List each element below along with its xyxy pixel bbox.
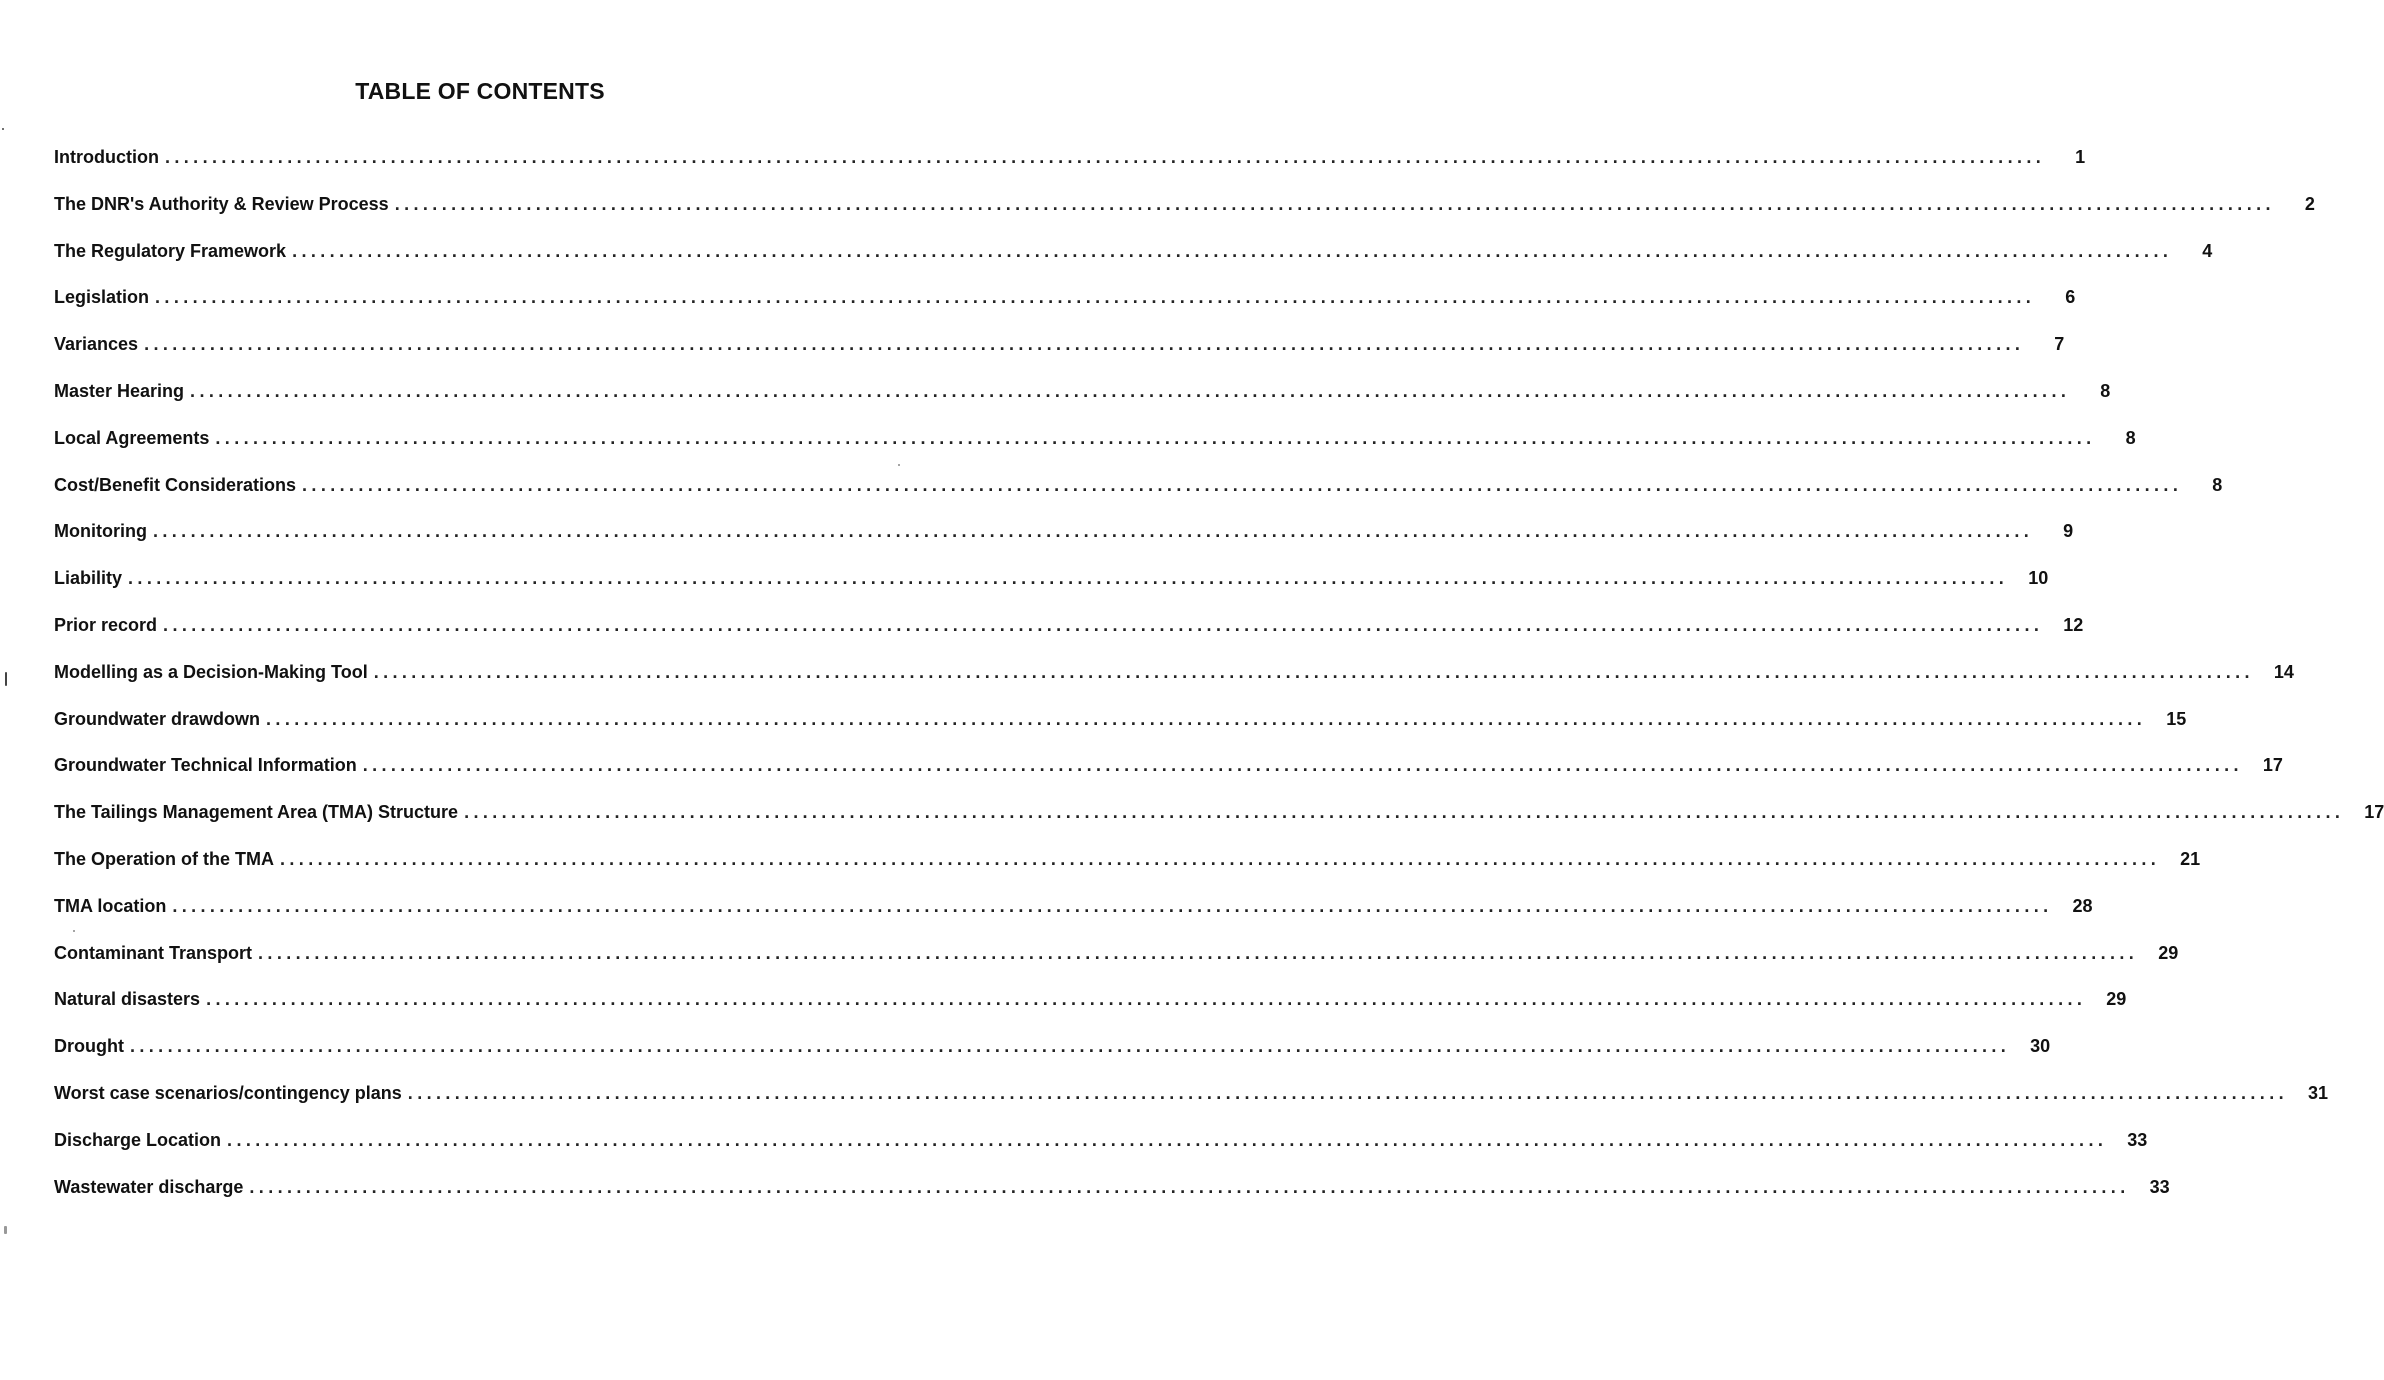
toc-entry-label: Monitoring	[54, 521, 147, 542]
toc-entry-page: 10	[2028, 568, 2049, 589]
toc-entry-label: Introduction	[54, 147, 159, 167]
scan-speck	[4, 1226, 7, 1234]
toc-entry-label: Modelling as a Decision-Making Tool	[54, 661, 368, 682]
toc-entry-label: Groundwater drawdown	[54, 708, 261, 729]
toc-entry-label: Groundwater Technical Information	[54, 755, 357, 776]
toc-entry-page: 30	[2030, 1036, 2051, 1057]
toc-entry	[54, 895, 2093, 943]
toc-entry	[54, 942, 2179, 990]
table-of-contents	[54, 147, 2384, 1223]
toc-entry-page: 15	[2166, 708, 2187, 729]
toc-entry-label: The DNR's Authority & Review Process	[54, 193, 389, 214]
toc-entry	[54, 568, 2049, 615]
scan-speck	[73, 930, 75, 932]
dot-leader: ........................................................................................................................................................................................................	[280, 848, 2161, 869]
toc-entry-label: Worst case scenarios/contingency plans	[54, 1082, 402, 1103]
toc-entry	[54, 755, 2283, 802]
toc-entry-label: Variances	[54, 334, 139, 355]
toc-entry-page: 9	[2063, 521, 2074, 542]
dot-leader: ........................................................................................................................................................................................................	[129, 1036, 2011, 1057]
toc-entry-label: Wastewater discharge	[54, 1176, 244, 1197]
toc-entry-page: 21	[2180, 848, 2201, 869]
scan-speck	[2, 128, 4, 130]
toc-entry	[54, 848, 2201, 896]
scan-speck	[898, 464, 900, 466]
dot-leader: ........................................................................................................................................................................................................	[292, 240, 2173, 261]
toc-entry	[54, 334, 2065, 381]
toc-entry-label: Prior record	[54, 614, 158, 635]
toc-entry-label: Discharge Location	[54, 1129, 222, 1150]
dot-leader: ........................................................................................................................................................................................................	[144, 334, 2025, 355]
dot-leader: ........................................................................................................................................................................................................	[172, 895, 2053, 916]
toc-entry	[54, 427, 2136, 475]
toc-entry-page: 1	[2075, 147, 2086, 167]
toc-entry-label: The Regulatory Framework	[54, 240, 287, 261]
toc-entry-page: 33	[2127, 1129, 2148, 1150]
toc-entry	[54, 147, 2086, 194]
dot-leader: ........................................................................................................................................................................................................	[266, 708, 2147, 729]
toc-entry-label: TMA location	[54, 895, 167, 916]
toc-entry	[54, 614, 2084, 662]
dot-leader: ........................................................................................................................................................................................................	[394, 193, 2275, 214]
toc-entry-label: Legislation	[54, 287, 150, 308]
dot-leader: ........................................................................................................................................................................................................	[164, 147, 2046, 167]
toc-entry	[54, 380, 2111, 428]
toc-entry	[54, 1176, 2170, 1224]
dot-leader: ........................................................................................................................................................................................................	[206, 989, 2087, 1010]
toc-entry-page: 6	[2065, 287, 2076, 308]
dot-leader: ........................................................................................................................................................................................................	[215, 427, 2096, 448]
toc-entry	[54, 802, 2384, 849]
toc-entry-page: 17	[2364, 802, 2384, 823]
toc-entry	[54, 240, 2213, 288]
toc-entry	[54, 287, 2076, 334]
toc-entry-label: The Operation of the TMA	[54, 848, 274, 869]
toc-entry-page: 28	[2072, 895, 2093, 916]
toc-entry	[54, 1082, 2328, 1130]
toc-entry-page: 2	[2304, 193, 2315, 214]
toc-entry-page: 7	[2054, 334, 2065, 355]
toc-entry	[54, 708, 2187, 756]
toc-entry	[54, 989, 2127, 1036]
dot-leader: ........................................................................................................................................................................................................	[362, 755, 2243, 776]
dot-leader: ........................................................................................................................................................................................................	[302, 474, 2183, 495]
dot-leader: ........................................................................................................................................................................................................	[249, 1176, 2130, 1197]
dot-leader: ........................................................................................................................................................................................................	[373, 661, 2254, 682]
toc-entry	[54, 521, 2074, 568]
toc-entry-page: 12	[2063, 614, 2084, 635]
toc-entry-page: 8	[2100, 380, 2111, 401]
toc-entry	[54, 661, 2294, 709]
dot-leader: ........................................................................................................................................................................................................	[152, 521, 2034, 542]
dot-leader: ........................................................................................................................................................................................................	[407, 1082, 2288, 1103]
toc-entry-label: Liability	[54, 568, 123, 589]
toc-entry-page: 33	[2149, 1176, 2170, 1197]
toc-entry-page: 14	[2273, 661, 2294, 682]
toc-entry-page: 29	[2158, 942, 2179, 963]
toc-entry-page: 8	[2125, 427, 2136, 448]
toc-entry-page: 4	[2202, 240, 2213, 261]
toc-entry-page: 8	[2212, 474, 2223, 495]
dot-leader: ........................................................................................................................................................................................................	[258, 942, 2139, 963]
toc-entry	[54, 193, 2315, 241]
toc-entry-label: Local Agreements	[54, 427, 210, 448]
dot-leader: ........................................................................................................................................................................................................	[190, 380, 2071, 401]
toc-entry	[54, 474, 2223, 522]
toc-entry-label: Drought	[54, 1036, 124, 1057]
toc-entry-page: 17	[2262, 755, 2283, 776]
toc-entry-label: Natural disasters	[54, 989, 201, 1010]
dot-leader: ........................................................................................................................................................................................................	[155, 287, 2036, 308]
dot-leader: ........................................................................................................................................................................................................	[227, 1129, 2108, 1150]
toc-entry-page: 29	[2106, 989, 2127, 1010]
dot-leader: ........................................................................................................................................................................................................	[163, 614, 2044, 635]
toc-entry-page: 31	[2307, 1082, 2328, 1103]
toc-entry-label: Cost/Benefit Considerations	[54, 474, 297, 495]
toc-entry-label: Master Hearing	[54, 380, 185, 401]
dot-leader: ........................................................................................................................................................................................................	[464, 802, 2345, 823]
toc-entry	[54, 1129, 2148, 1177]
toc-entry	[54, 1036, 2051, 1083]
page-title: TABLE OF CONTENTS	[355, 78, 605, 104]
toc-entry-label: The Tailings Management Area (TMA) Structure	[54, 802, 459, 823]
scan-speck	[5, 672, 7, 686]
toc-entry-label: Contaminant Transport	[54, 942, 253, 963]
dot-leader: ........................................................................................................................................................................................................	[128, 568, 2009, 589]
